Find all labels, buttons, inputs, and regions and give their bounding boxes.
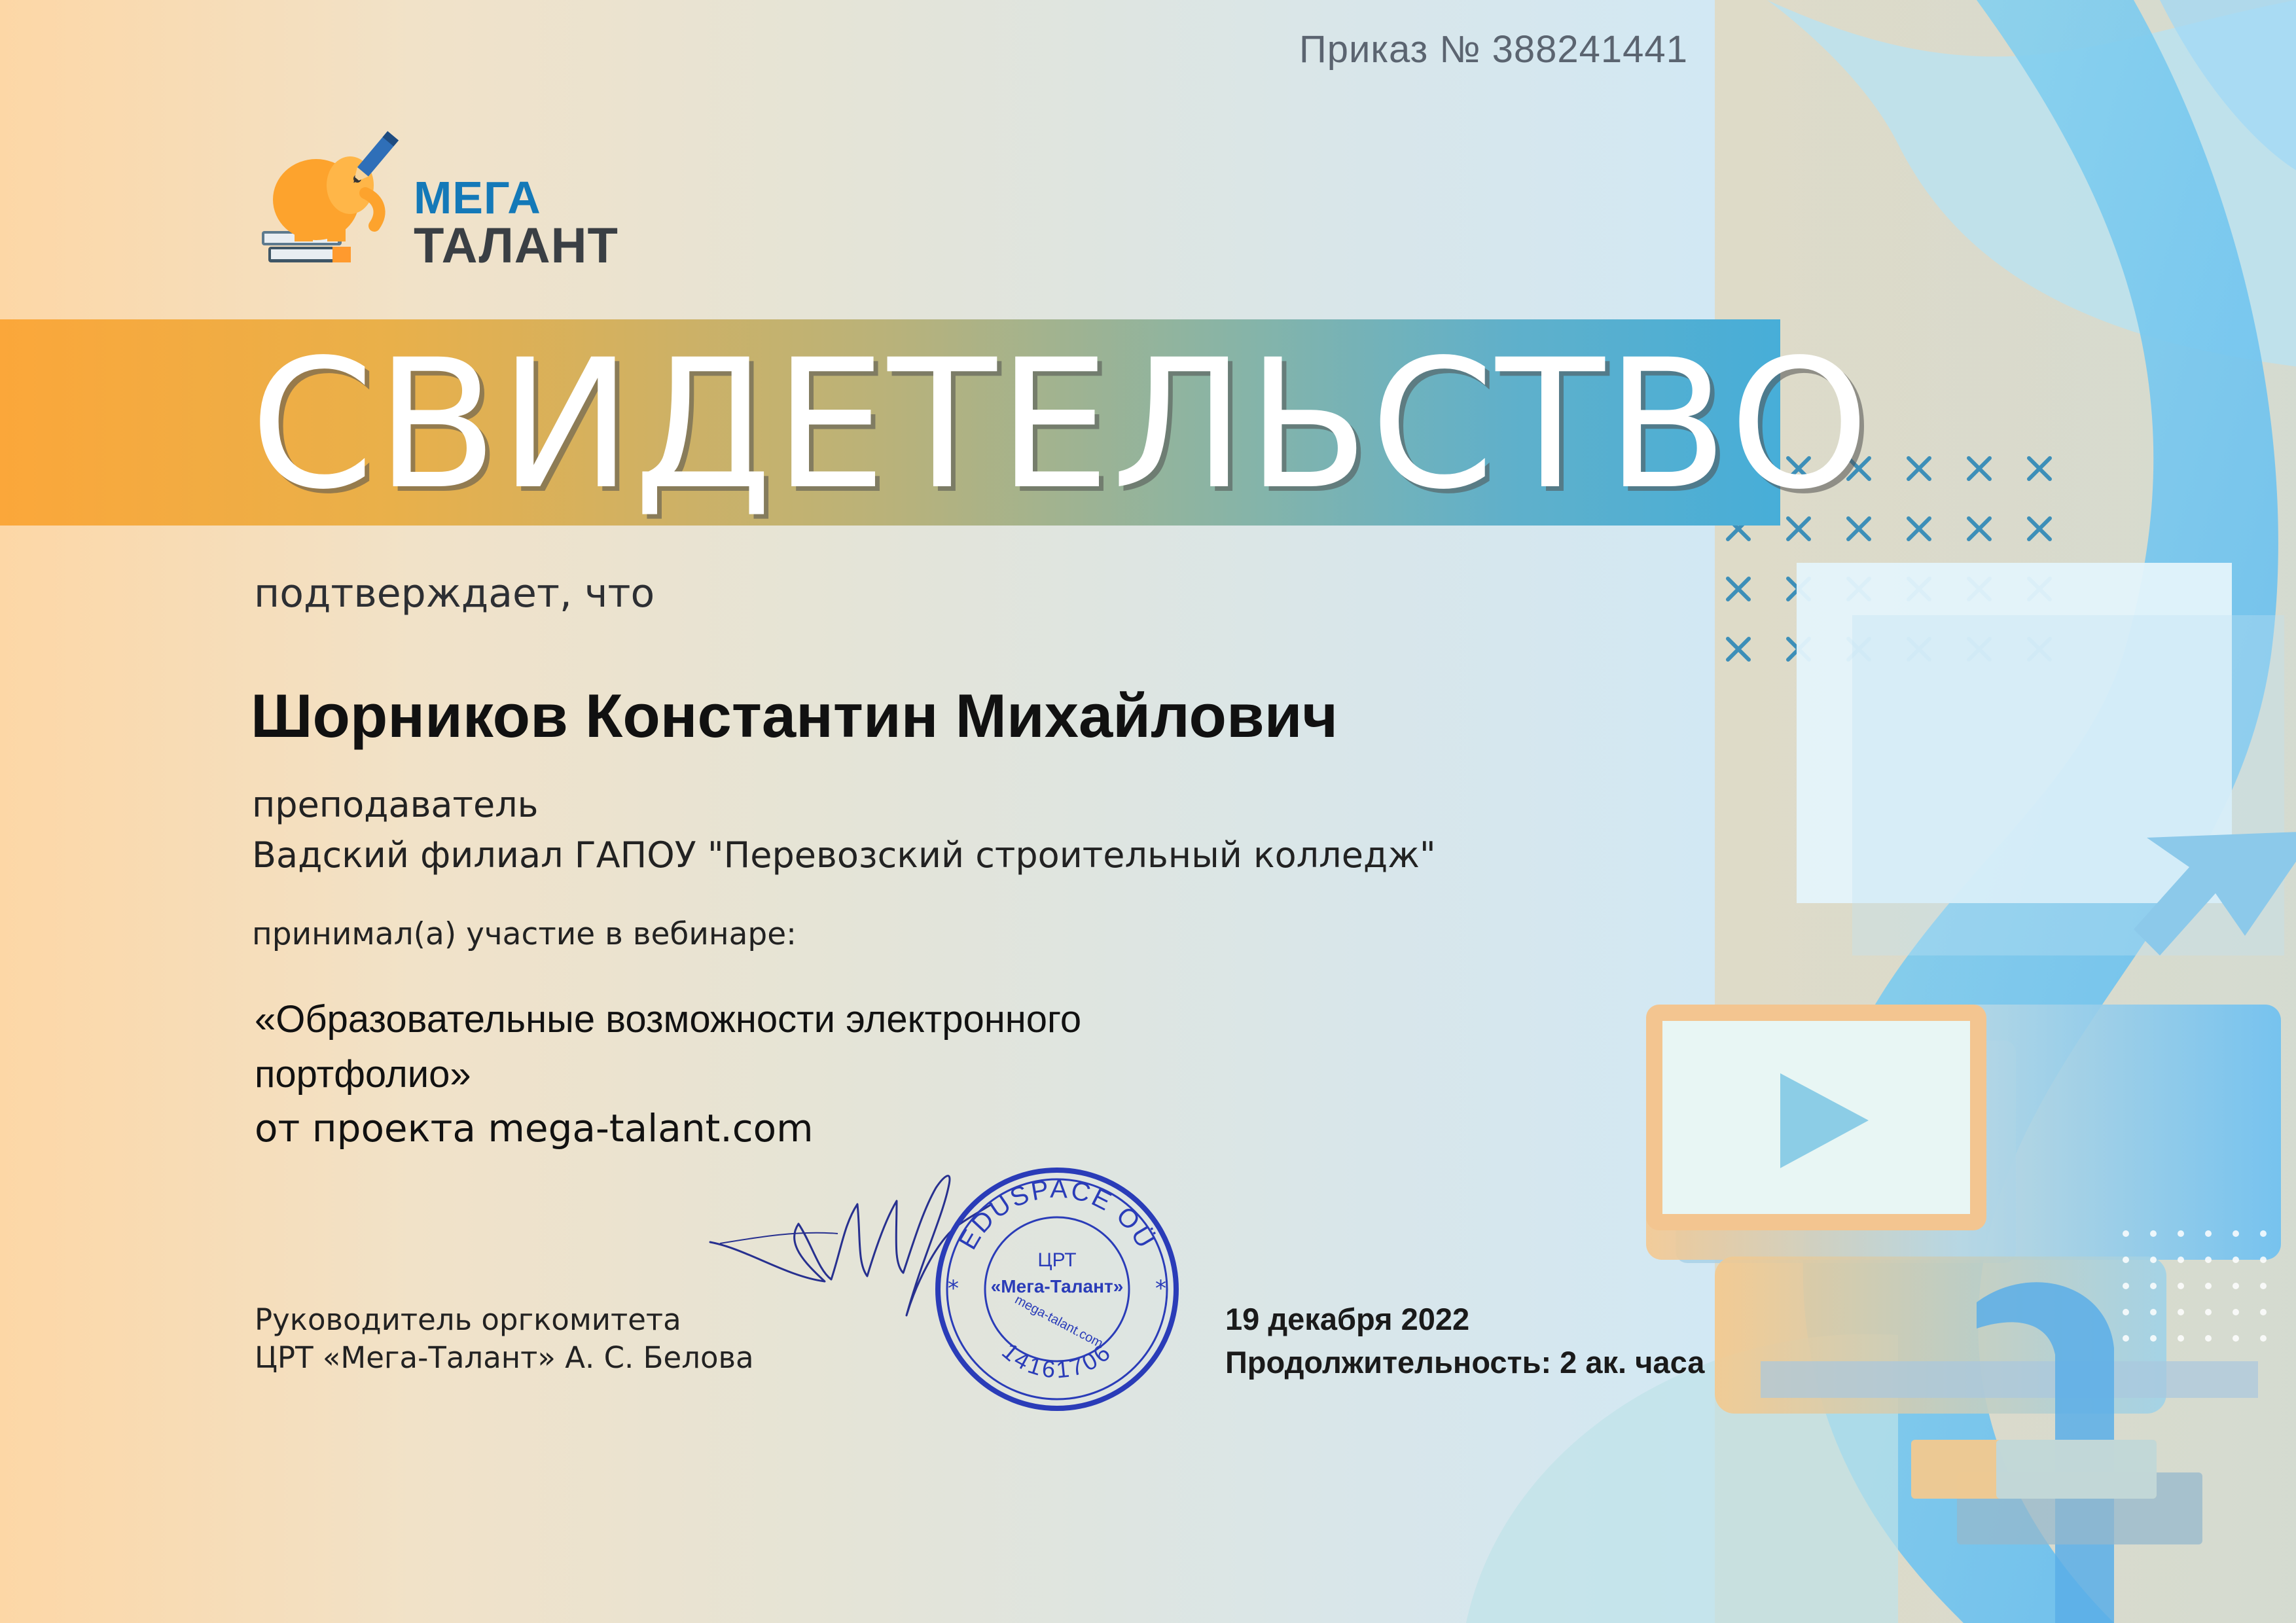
svg-text:*: * [948,1275,959,1302]
svg-text:*: * [1155,1275,1166,1302]
webinar-title-line-2: портфолио» [255,1053,471,1096]
webinar-duration: Продолжительность: 2 ак. часа [1225,1345,1705,1380]
svg-text:EDUSPACE OÜ [953,1175,1160,1255]
stamp-center-2: «Мега-Талант» [990,1276,1124,1296]
recipient-name: Шорников Константин Михайлович [251,681,1338,750]
stamp-number: 14161706 [997,1337,1117,1383]
webinar-title-line-1: «Образовательные возможности электронного [255,998,1082,1041]
certificate-date: 19 декабря 2022 [1225,1302,1470,1336]
recipient-organization: Вадский филиал ГАПОУ "Перевозский строительный колледж" [252,834,1436,876]
logo-text-talant: ТАЛАНТ [414,218,619,274]
head-title: Руководитель оргкомитета [255,1302,681,1337]
recipient-position: преподаватель [252,784,539,825]
webinar-project-line: от проекта mega-talant.com [255,1106,814,1150]
participation-text: принимал(а) участие в вебинаре: [252,916,797,952]
logo-text-mega: МЕГА [414,172,541,223]
certificate-title: СВИДЕТЕЛЬСТВО [250,322,1871,529]
stamp-site: mega-talant.com [1012,1293,1105,1351]
stamp-ring-text: EDUSPACE OÜ [953,1174,1161,1255]
organization-stamp [929,1162,1185,1417]
stamp-center-1: ЦРТ [1037,1249,1077,1271]
confirms-text: подтверждает, что [254,571,655,616]
head-name: ЦРТ «Мега-Талант» А. С. Белова [255,1340,754,1375]
order-number: Приказ № 388241441 [1299,28,1688,71]
